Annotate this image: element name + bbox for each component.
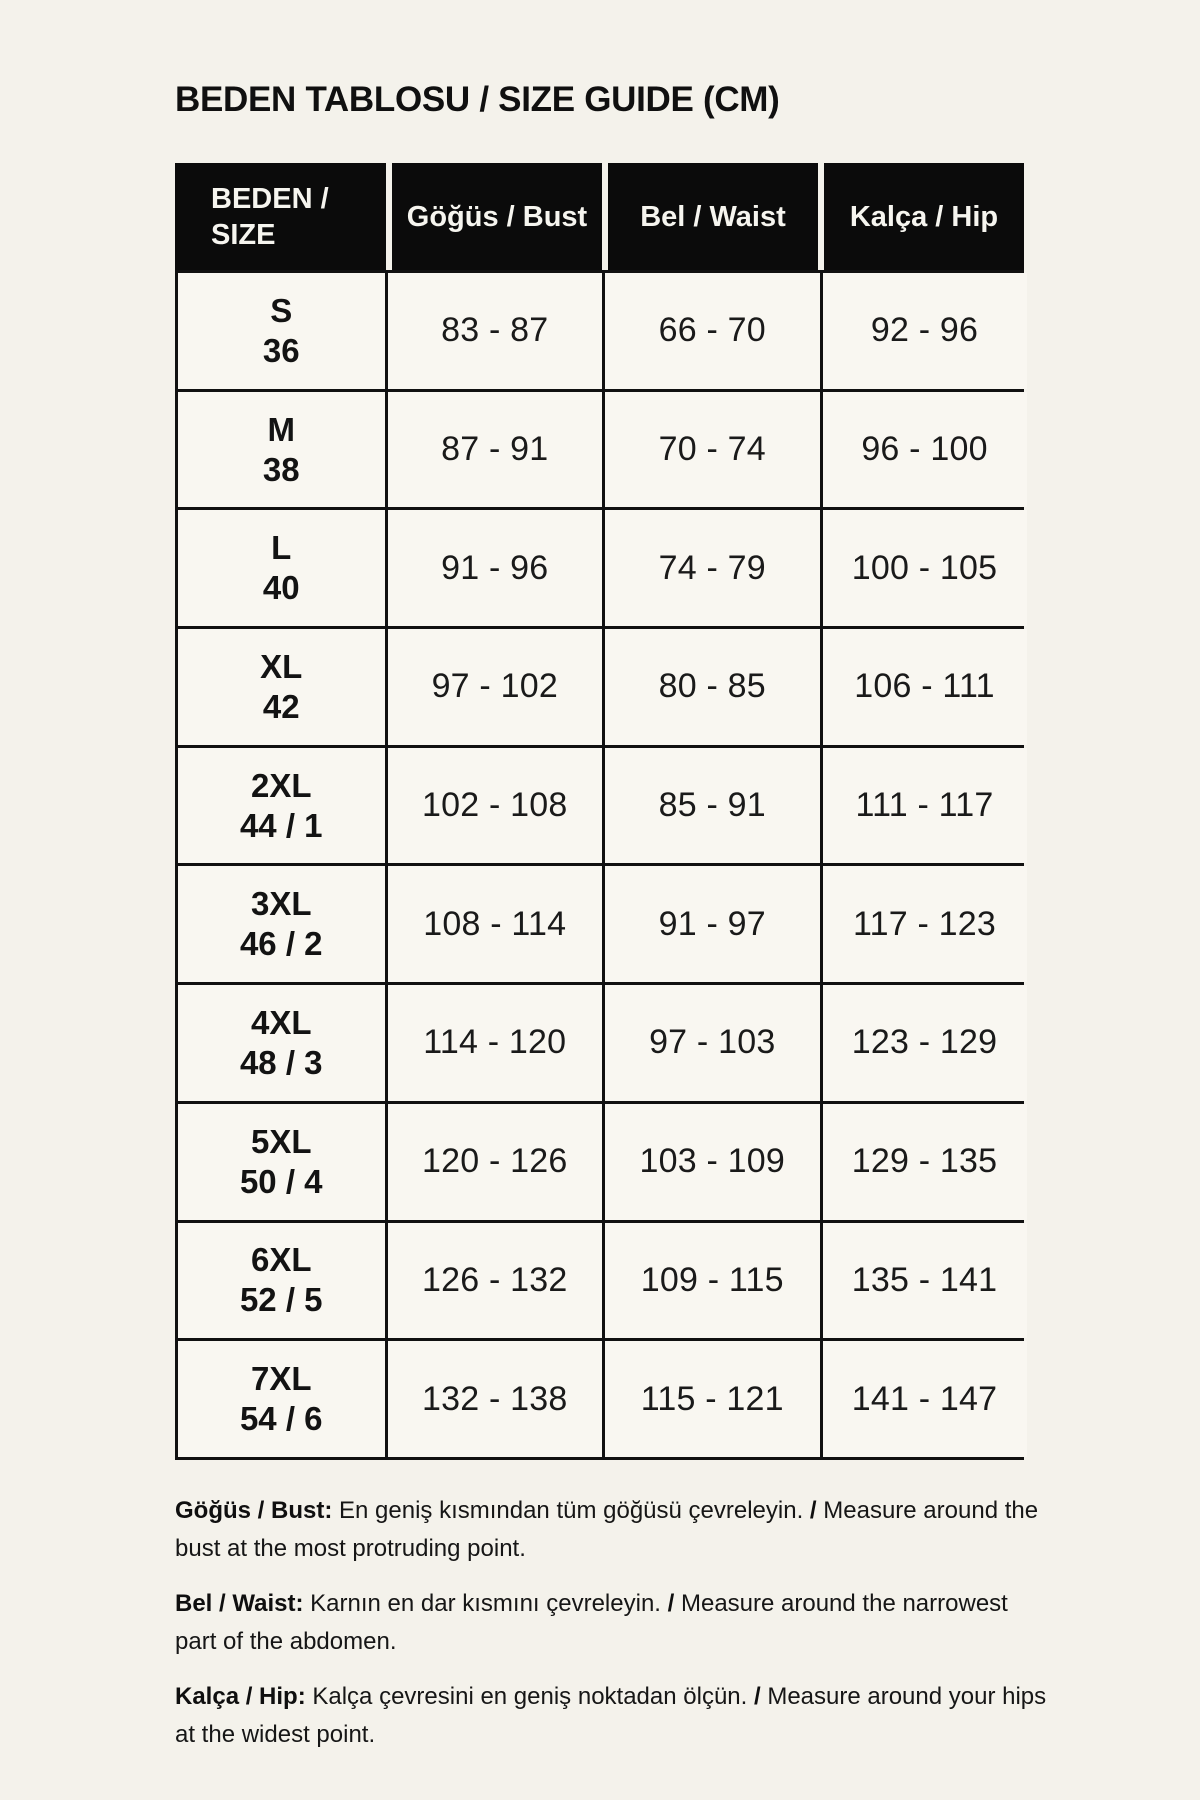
- size-cell: L 40: [178, 510, 385, 626]
- hip-cell: 141 - 147: [823, 1341, 1027, 1457]
- header-cell-size: [175, 163, 386, 270]
- size-table: [175, 163, 1024, 1460]
- hip-cell: 123 - 129: [823, 985, 1027, 1101]
- bust-cell: 83 - 87: [388, 273, 603, 389]
- hip-cell: 129 - 135: [823, 1104, 1027, 1220]
- bust-cell: 102 - 108: [388, 748, 603, 864]
- size-cell: 4XL 48 / 3: [178, 985, 385, 1101]
- size-cell: 3XL 46 / 2: [178, 866, 385, 982]
- hip-cell: 135 - 141: [823, 1223, 1027, 1339]
- note-hip: Kalça / Hip: Kalça çevresini en geniş noktadan ölçün. / Measure around your hips at the widest point.: [175, 1683, 1047, 1748]
- waist-cell: 91 - 97: [605, 866, 820, 982]
- size-table-header-row: [175, 163, 1024, 270]
- page-title: BEDEN TABLOSU / SIZE GUIDE (CM): [175, 80, 780, 119]
- bust-cell: 87 - 91: [388, 392, 603, 508]
- waist-cell: 80 - 85: [605, 629, 820, 745]
- header-size-label: BEDEN / SIZE: [211, 182, 329, 251]
- size-cell: XL 42: [178, 629, 385, 745]
- waist-cell: 97 - 103: [605, 985, 820, 1101]
- waist-cell: 103 - 109: [605, 1104, 820, 1220]
- waist-cell: 66 - 70: [605, 273, 820, 389]
- bust-cell: 120 - 126: [388, 1104, 603, 1220]
- waist-cell: 70 - 74: [605, 392, 820, 508]
- size-table-body: [175, 270, 1024, 1460]
- bust-cell: 91 - 96: [388, 510, 603, 626]
- waist-cell: 109 - 115: [605, 1223, 820, 1339]
- bust-cell: 108 - 114: [388, 866, 603, 982]
- size-cell: 6XL 52 / 5: [178, 1223, 385, 1339]
- header-cell-bust: Göğüs / Bust: [386, 163, 602, 270]
- size-cell: 7XL 54 / 6: [178, 1341, 385, 1457]
- header-cell-waist: Bel / Waist: [602, 163, 818, 270]
- hip-cell: 111 - 117: [823, 748, 1027, 864]
- hip-cell: 117 - 123: [823, 866, 1027, 982]
- measurement-notes: [175, 1492, 1055, 1771]
- size-cell: S 36: [178, 273, 385, 389]
- note-bust: Göğüs / Bust: En geniş kısmından tüm göğüsü çevreleyin. / Measure around the bust at the most protruding point.: [175, 1497, 1039, 1562]
- bust-cell: 132 - 138: [388, 1341, 603, 1457]
- hip-cell: 96 - 100: [823, 392, 1027, 508]
- bust-cell: 114 - 120: [388, 985, 603, 1101]
- header-cell-hip: Kalça / Hip: [818, 163, 1024, 270]
- hip-cell: 100 - 105: [823, 510, 1027, 626]
- size-cell: M 38: [178, 392, 385, 508]
- waist-cell: 74 - 79: [605, 510, 820, 626]
- size-cell: 2XL 44 / 1: [178, 748, 385, 864]
- bust-cell: 97 - 102: [388, 629, 603, 745]
- bust-cell: 126 - 132: [388, 1223, 603, 1339]
- hip-cell: 92 - 96: [823, 273, 1027, 389]
- hip-cell: 106 - 111: [823, 629, 1027, 745]
- waist-cell: 115 - 121: [605, 1341, 820, 1457]
- size-cell: 5XL 50 / 4: [178, 1104, 385, 1220]
- note-waist: Bel / Waist: Karnın en dar kısmını çevreleyin. / Measure around the narrowest part of the abdomen.: [175, 1590, 1008, 1655]
- waist-cell: 85 - 91: [605, 748, 820, 864]
